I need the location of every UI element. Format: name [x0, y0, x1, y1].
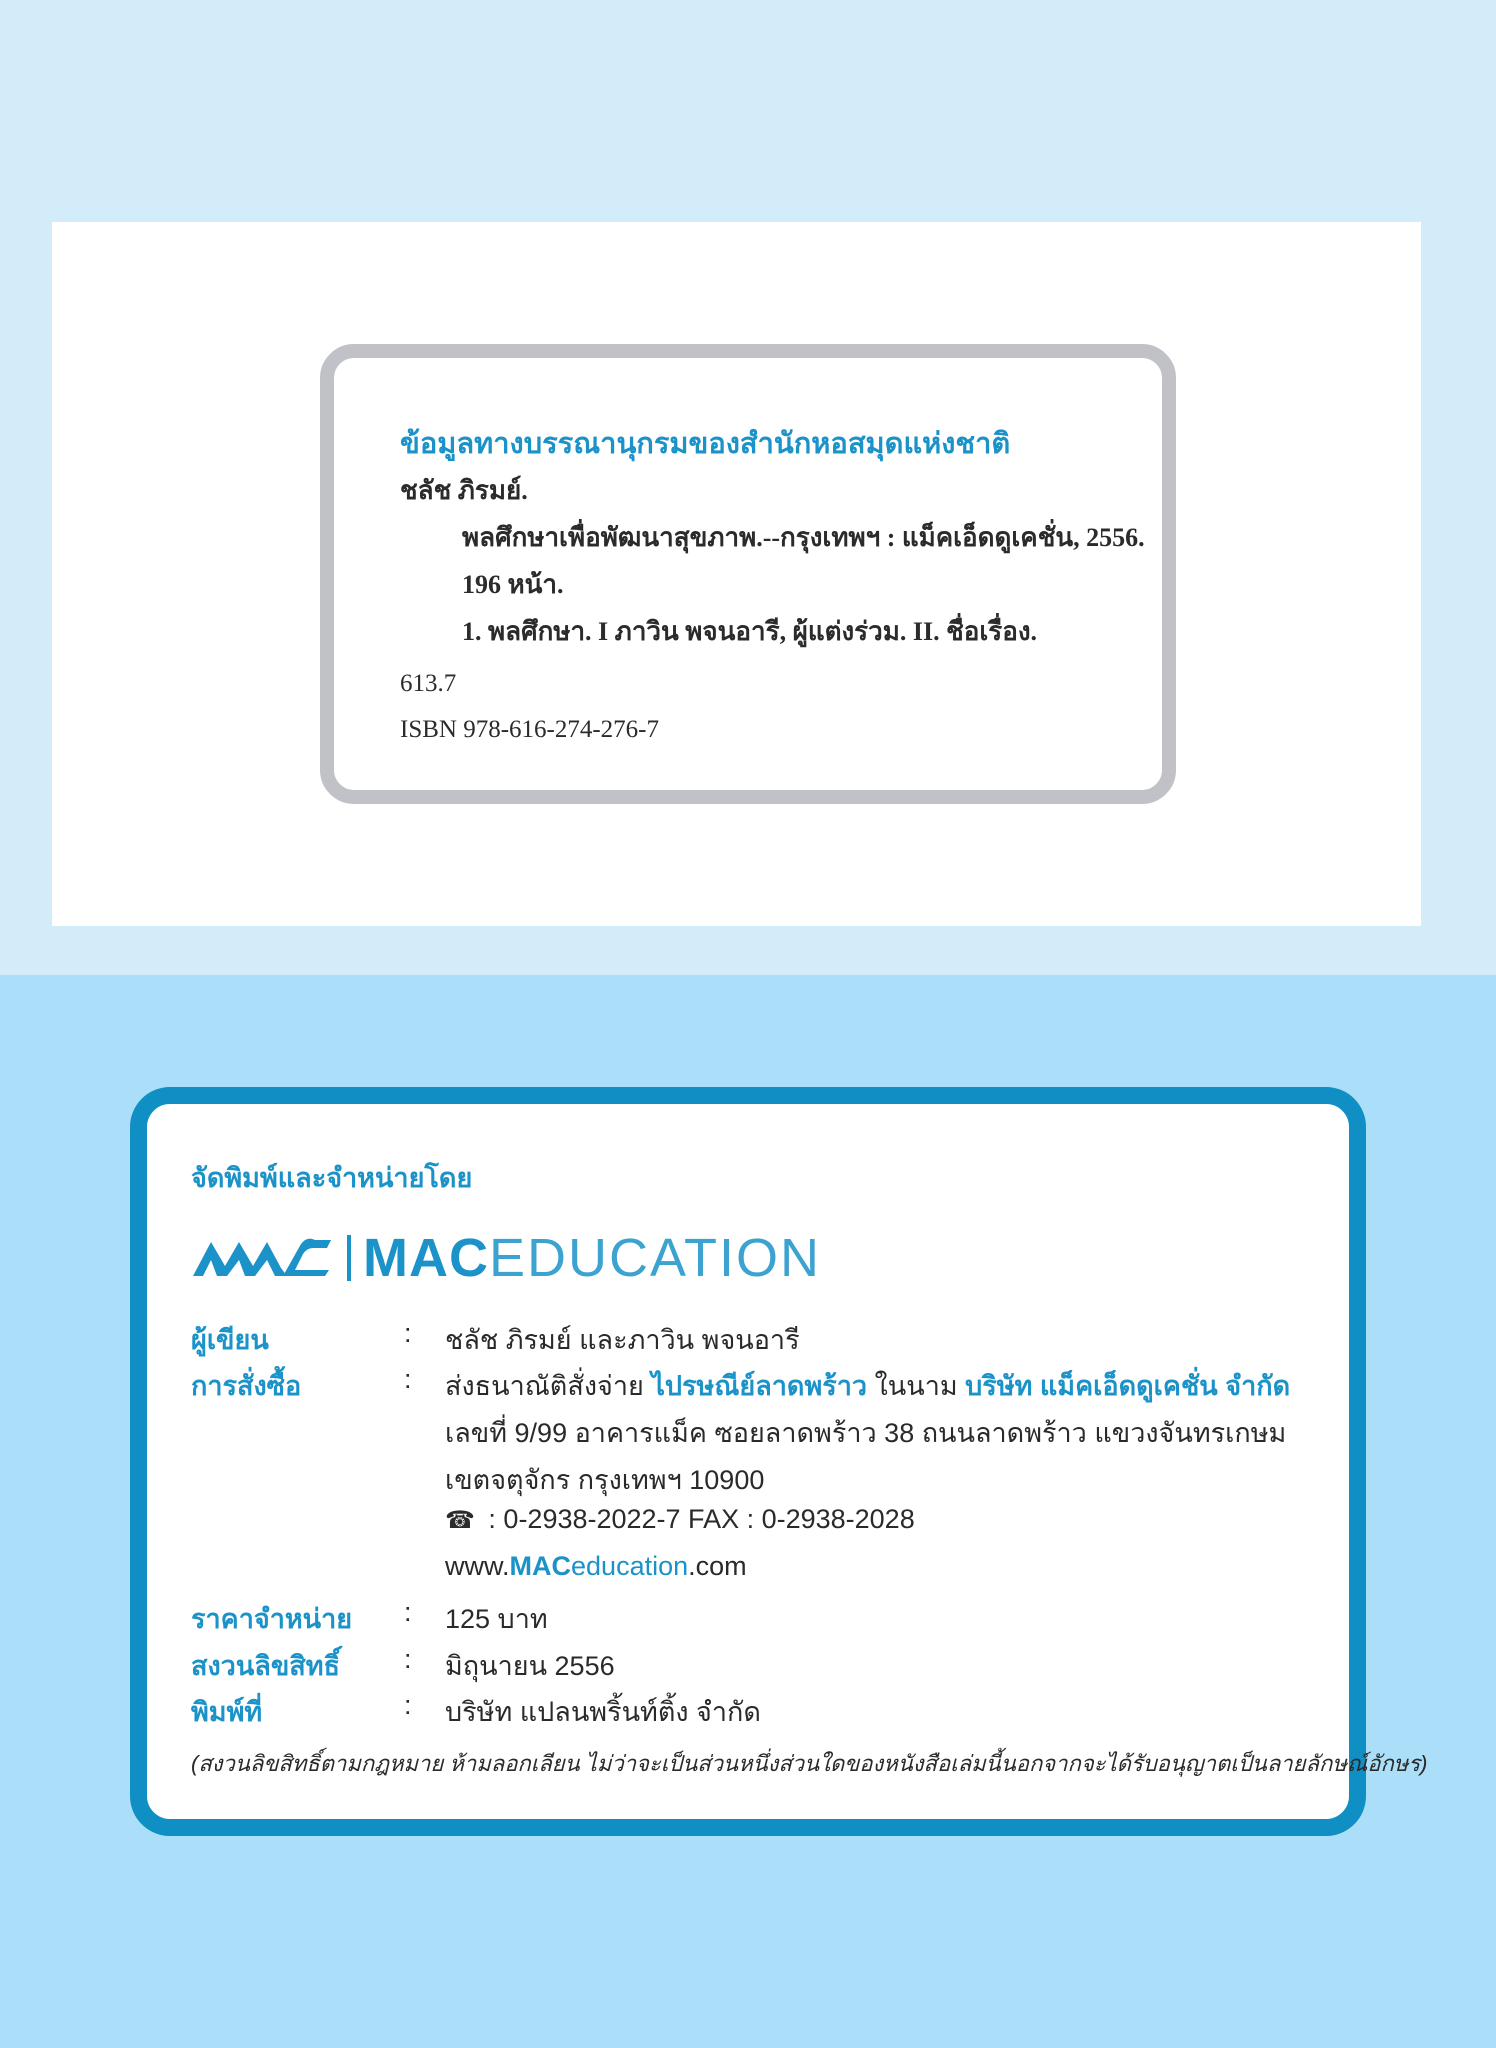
cip-isbn: ISBN 978-616-274-276-7 [400, 716, 660, 743]
logo-mac-text: MAC [363, 1228, 489, 1288]
phone-row [147, 1504, 1349, 1544]
cip-pages-line: 196 หน้า. [462, 570, 564, 599]
printer-row [147, 1690, 1349, 1730]
website-suffix: .com [688, 1551, 747, 1581]
website-link[interactable] [445, 1551, 747, 1582]
cip-classification: 613.7 [400, 670, 457, 697]
publisher-heading: จัดพิมพ์และจำหน่ายโดย [191, 1163, 473, 1193]
website-row [147, 1551, 1349, 1591]
phone-value [445, 1504, 915, 1535]
copyright-footnote: (สงวนลิขสิทธิ์ตามกฎหมาย ห้ามลอกเลียน ไม่ว่าจะเป็นส่วนหนึ่งส่วนใดของหนังสือเล่มนี้นอกจากจะได้รับอนุญาตเป็นลายลักษณ์อักษร) [191, 1751, 1428, 1776]
cip-book-title-line: พลศึกษาเพื่อพัฒนาสุขภาพ.--กรุงเทพฯ : แม็คเอ็ดดูเคชั่น, 2556. [462, 523, 1145, 552]
colon: : [404, 1597, 412, 1627]
copyright-row [147, 1644, 1349, 1684]
copyright-value: มิถุนายน 2556 [445, 1651, 615, 1681]
order-company: บริษัท แม็คเอ็ดดูเคชั่น จำกัด [965, 1371, 1291, 1401]
logo-separator [347, 1235, 351, 1281]
author-label: ผู้เขียน [191, 1325, 269, 1355]
phone-numbers: : 0-2938-2022-7 FAX : 0-2938-2028 [488, 1504, 915, 1534]
colon: : [404, 1644, 412, 1674]
order-middle: ในนาม [874, 1371, 958, 1401]
address-line-1: เลขที่ 9/99 อาคารแม็ค ซอยลาดพร้าว 38 ถนนลาดพร้าว แขวงจันทรเกษม [445, 1418, 1287, 1448]
address-line-2: เขตจตุจักร กรุงเทพฯ 10900 [445, 1465, 765, 1495]
price-row [147, 1597, 1349, 1637]
price-label: ราคาจำหน่าย [191, 1604, 353, 1634]
website-education: education [571, 1551, 689, 1581]
address-row-1 [147, 1411, 1349, 1451]
order-row [147, 1364, 1349, 1404]
telephone-icon: ☎ [445, 1507, 475, 1534]
address-row-2 [147, 1458, 1349, 1498]
author-row [147, 1318, 1349, 1358]
cip-author: ชลัช ภิรมย์. [400, 476, 528, 505]
cip-title: ข้อมูลทางบรรณานุกรมของสำนักหอสมุดแห่งชาติ [400, 428, 1011, 460]
cip-record-box [320, 344, 1176, 804]
author-value: ชลัช ภิรมย์ และภาวิน พจนอารี [445, 1325, 800, 1355]
colon: : [404, 1690, 412, 1720]
website-mac: MAC [509, 1551, 572, 1581]
colon: : [404, 1318, 412, 1348]
order-post-office: ไปรษณีย์ลาดพร้าว [651, 1371, 868, 1401]
copyright-label: สงวนลิขสิทธิ์ [191, 1651, 341, 1681]
mac-logo-mark-icon [191, 1236, 333, 1280]
logo-education-text: EDUCATION [488, 1228, 821, 1288]
mac-education-logo [191, 1230, 821, 1286]
order-value [445, 1364, 1290, 1407]
price-value: 125 บาท [445, 1604, 548, 1634]
publisher-box [130, 1087, 1428, 1836]
printer-label: พิมพ์ที่ [191, 1697, 263, 1727]
colon: : [404, 1364, 412, 1394]
order-prefix: ส่งธนาณัติสั่งจ่าย [445, 1371, 644, 1401]
printer-value: บริษัท แปลนพริ้นท์ติ้ง จำกัด [445, 1697, 761, 1727]
website-prefix: www. [445, 1551, 510, 1581]
order-label: การสั่งซื้อ [191, 1371, 302, 1401]
cip-subjects-line: 1. พลศึกษา. I ภาวิน พจนอารี, ผู้แต่งร่วม. II. ชื่อเรื่อง. [462, 617, 1038, 646]
